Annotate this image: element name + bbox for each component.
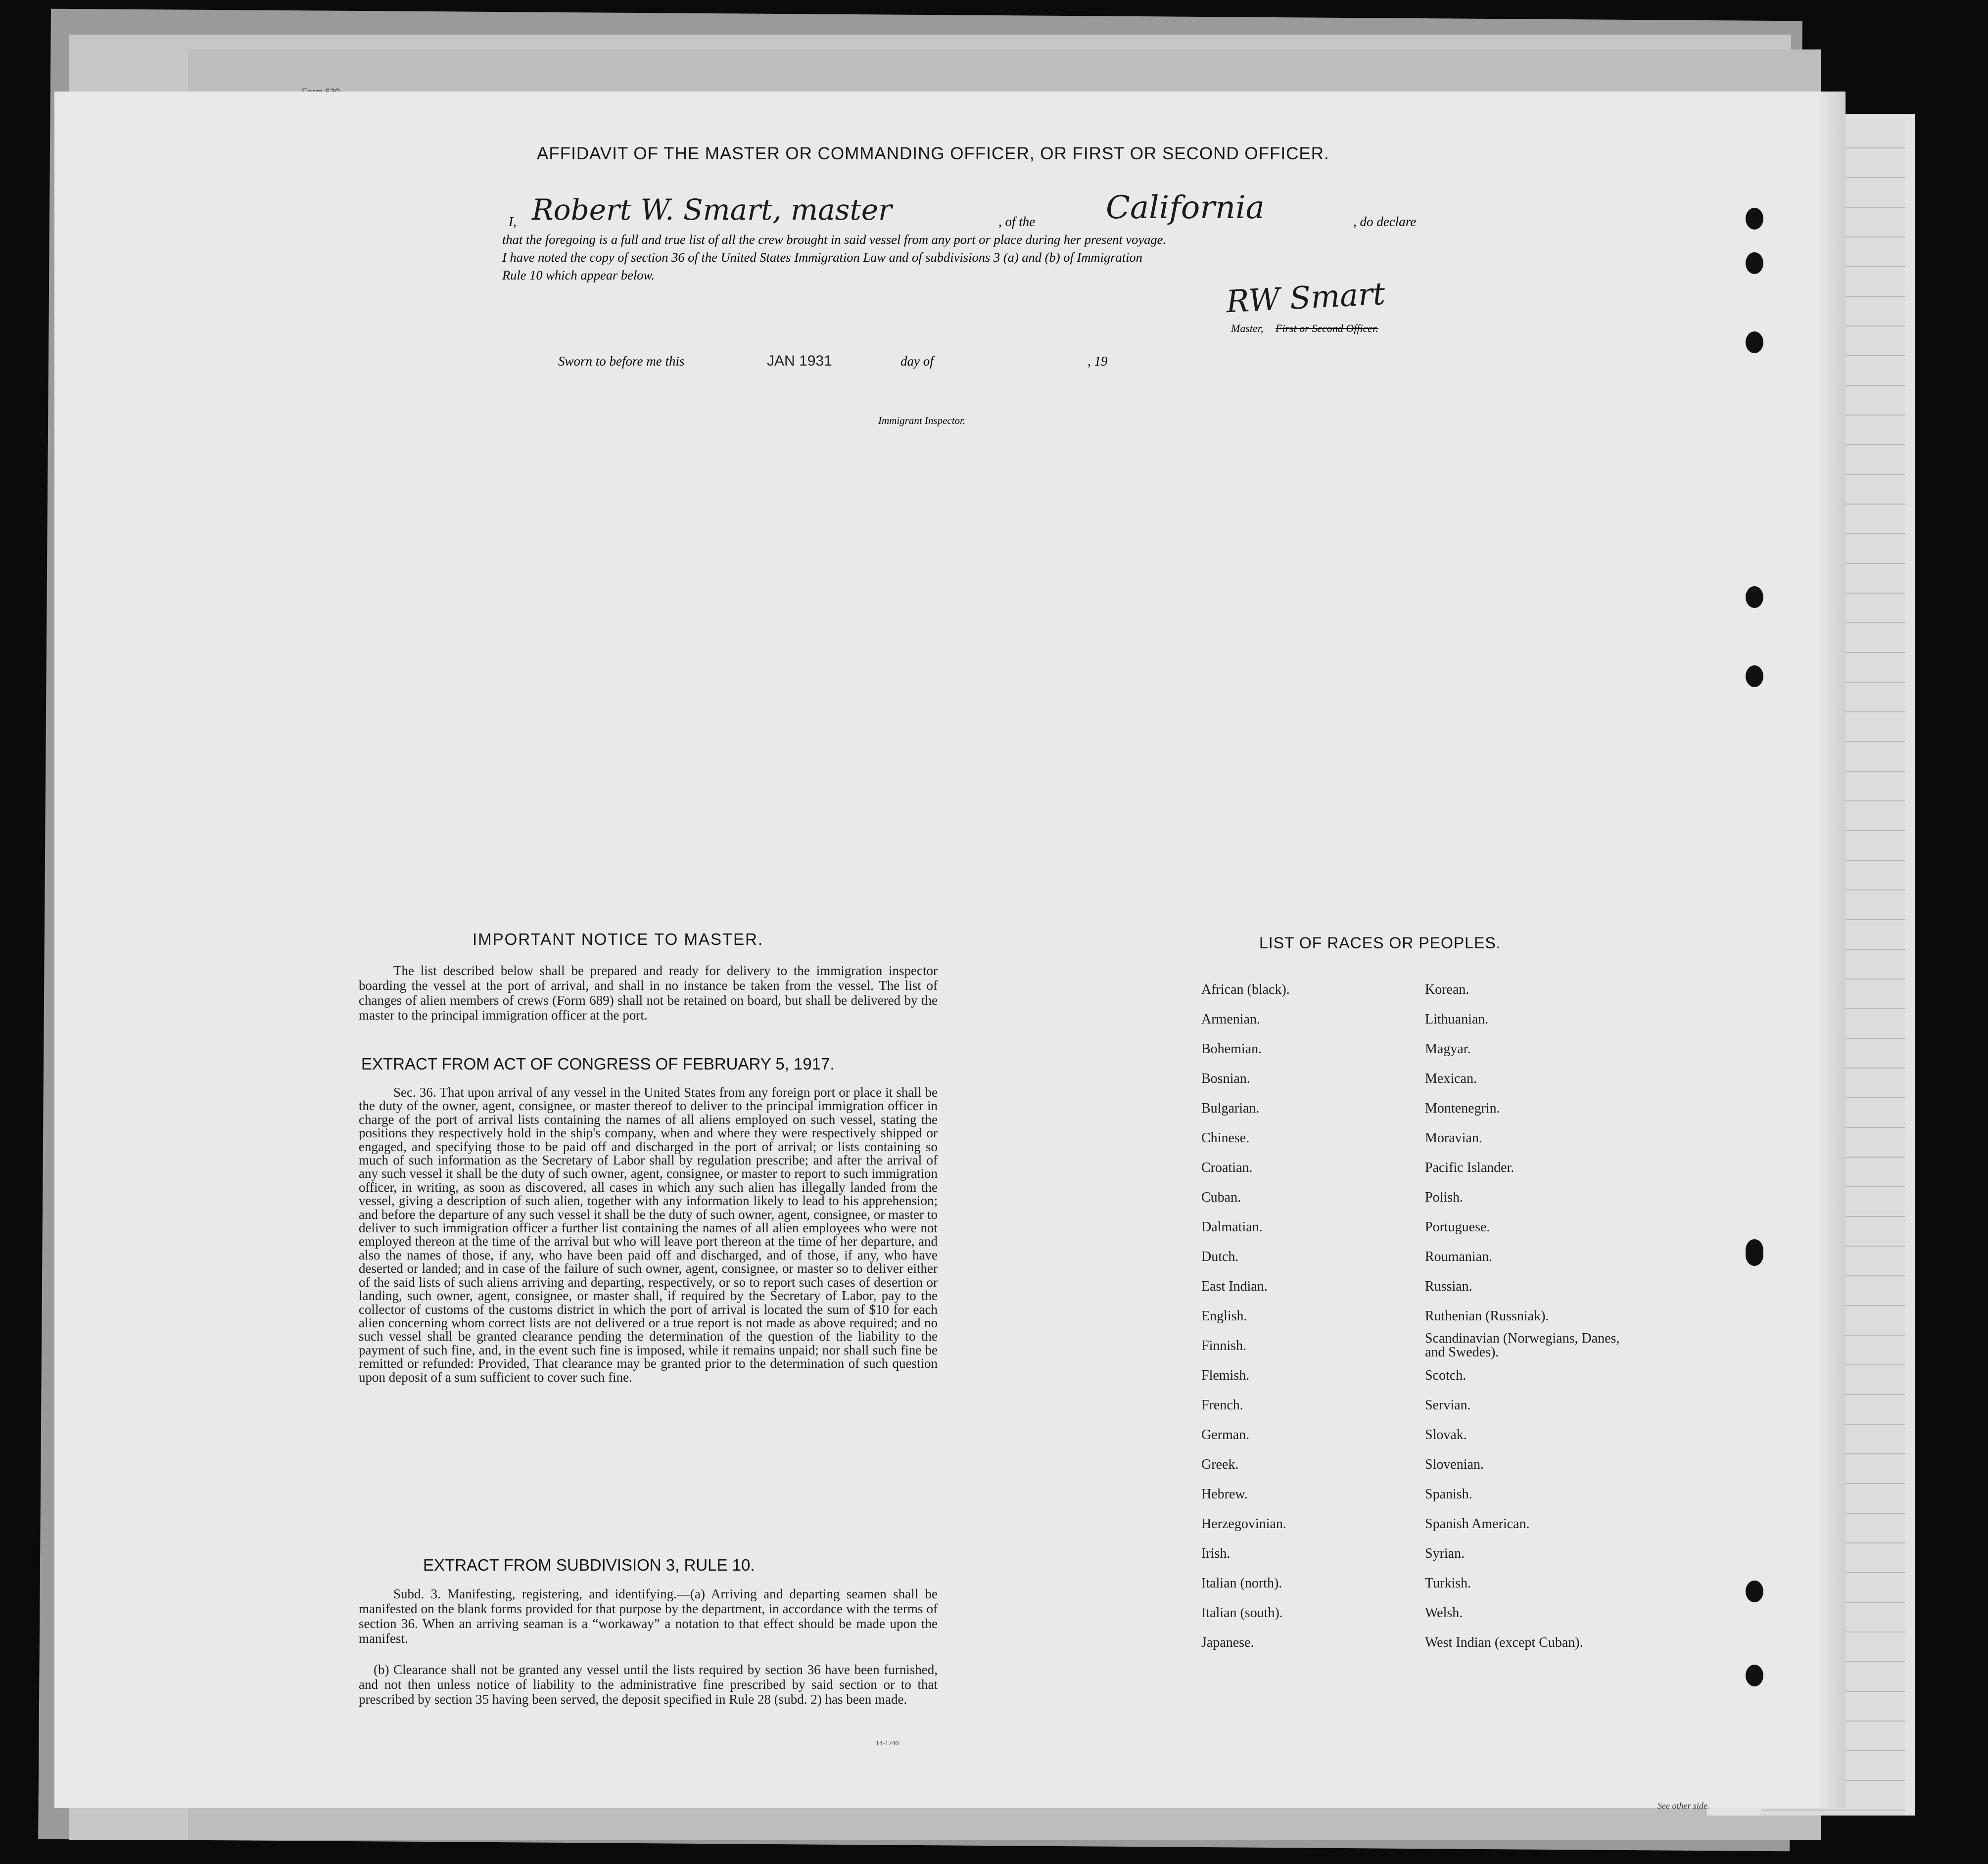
affidavit-text-line2: I have noted the copy of section 36 of the United States Immigration Law and of subdivisions 3 (a) and (b) of Immigration: [502, 250, 1142, 265]
race-item: Ruthenian (Russniak).: [1425, 1308, 1549, 1324]
year-label: , 19: [1088, 354, 1108, 369]
signature-caption-master: Master,: [1231, 322, 1264, 334]
race-item: Greek.: [1201, 1457, 1239, 1472]
paper-edge-shadow: [1816, 92, 1846, 1808]
date-stamp: JAN 1931: [767, 353, 832, 369]
race-item: Lithuanian.: [1425, 1012, 1489, 1027]
race-item: Cuban.: [1201, 1190, 1241, 1205]
race-item: Portuguese.: [1425, 1219, 1490, 1235]
punch-hole: [1746, 208, 1763, 230]
punch-hole: [1746, 252, 1763, 274]
race-item: German.: [1201, 1427, 1250, 1443]
race-item: Croatian.: [1201, 1160, 1253, 1175]
race-item: Polish.: [1425, 1190, 1464, 1205]
race-item: Hebrew.: [1201, 1487, 1248, 1502]
inspector-caption: Immigrant Inspector.: [878, 415, 966, 426]
race-item: West Indian (except Cuban).: [1425, 1635, 1583, 1650]
punch-hole: [1746, 1665, 1763, 1686]
race-item: Dutch.: [1201, 1249, 1239, 1264]
race-item: Turkish.: [1425, 1576, 1471, 1591]
race-item: Spanish American.: [1425, 1516, 1530, 1532]
race-item: Servian.: [1425, 1398, 1471, 1413]
signature-caption-officer: First or Second Officer.: [1276, 322, 1378, 334]
race-item: Slovenian.: [1425, 1457, 1484, 1472]
rule-extract-title: EXTRACT FROM SUBDIVISION 3, RULE 10.: [423, 1556, 755, 1574]
race-item: Armenian.: [1201, 1012, 1260, 1027]
race-item: Herzegovinian.: [1201, 1516, 1286, 1532]
affidavit-text-line1: that the foregoing is a full and true list of all the crew brought in said vessel from any port or place during her present voyage.: [502, 232, 1167, 247]
punch-hole: [1746, 1581, 1763, 1602]
punch-hole: [1746, 1239, 1763, 1261]
punch-hole: [1746, 665, 1763, 687]
race-item: Dalmatian.: [1201, 1219, 1263, 1235]
race-item: Scotch.: [1425, 1368, 1467, 1383]
race-item: Bulgarian.: [1201, 1101, 1260, 1116]
do-declare-label: , do declare: [1353, 214, 1417, 229]
sworn-text: Sworn to before me this: [558, 354, 685, 369]
handwritten-master-name: Robert W. Smart, master: [532, 193, 892, 227]
race-item: Spanish.: [1425, 1487, 1472, 1502]
race-item: Mexican.: [1425, 1071, 1477, 1086]
race-item: Irish.: [1201, 1546, 1231, 1561]
punch-hole: [1746, 586, 1763, 608]
race-item: Welsh.: [1425, 1605, 1463, 1621]
race-item: Slovak.: [1425, 1427, 1467, 1443]
affidavit-text-line3: Rule 10 which appear below.: [502, 268, 655, 282]
race-item: Pacific Islander.: [1425, 1160, 1515, 1175]
notice-text: The list described below shall be prepared and ready for delivery to the immigration inspector boarding the vessel at the port of arrival, and shall in no instance be taken from the vessel. The list of changes of alien members of crews (Form 689) shall not be retained on board, but shall be delivered by the master to the principal immigration officer at the port.: [359, 963, 938, 1023]
race-item: Roumanian.: [1425, 1249, 1493, 1264]
print-code: 14-1240: [876, 1740, 899, 1747]
notice-title: IMPORTANT NOTICE TO MASTER.: [473, 930, 764, 948]
race-item: English.: [1201, 1308, 1247, 1324]
race-item: Russian.: [1425, 1279, 1472, 1294]
race-item: Bohemian.: [1201, 1041, 1262, 1057]
race-item: Scandinavian (Norwegians, Danes, and Swedes).: [1425, 1331, 1620, 1360]
see-other-side-note: See other side.: [1657, 1801, 1710, 1811]
race-item: African (black).: [1201, 982, 1290, 997]
act-extract-title: EXTRACT FROM ACT OF CONGRESS OF FEBRUARY 5, 1917.: [361, 1055, 835, 1073]
race-item: Syrian.: [1425, 1546, 1465, 1561]
race-item: Bosnian.: [1201, 1071, 1250, 1086]
race-item: Magyar.: [1425, 1041, 1471, 1057]
race-item: Montenegrin.: [1425, 1101, 1500, 1116]
race-item: East Indian.: [1201, 1279, 1268, 1294]
race-item: Korean.: [1425, 982, 1469, 997]
handwritten-vessel-name: California: [1106, 189, 1265, 226]
affidavit-document: [54, 92, 1846, 1808]
day-of-label: day of: [900, 354, 934, 369]
race-item: French.: [1201, 1398, 1243, 1413]
race-item: Chinese.: [1201, 1130, 1250, 1146]
race-item: Italian (south).: [1201, 1605, 1283, 1621]
races-title: LIST OF RACES OR PEOPLES.: [1259, 934, 1501, 952]
race-item: Japanese.: [1201, 1635, 1254, 1650]
master-signature: RW Smart: [1225, 275, 1386, 320]
race-item: Finnish.: [1201, 1338, 1247, 1353]
punch-hole: [1746, 331, 1763, 353]
rule-extract-text-b: (b) Clearance shall not be granted any vessel until the lists required by section 36 have been furnished, and not then unless notice of liability to the administrative fine prescribed by said section or to that prescribed by section 35 having been served, the deposit specified in Rule 28 (subd. 2) has been made.: [359, 1662, 938, 1707]
of-the-label: , of the: [998, 214, 1036, 229]
race-item: Italian (north).: [1201, 1576, 1282, 1591]
affidavit-title: AFFIDAVIT OF THE MASTER OR COMMANDING OFFICER, OR FIRST OR SECOND OFFICER.: [537, 144, 1329, 163]
rule-extract-text-a: Subd. 3. Manifesting, registering, and identifying.—(a) Arriving and departing seamen shall be manifested on the blank forms provided for that purpose by the department, in accordance with the terms of section 36. When an arriving seaman is a “workaway” a notation to that effect should be made upon the manifest.: [359, 1586, 938, 1646]
race-item: Flemish.: [1201, 1368, 1250, 1383]
race-item: Moravian.: [1425, 1130, 1482, 1146]
declarant-prefix: I,: [509, 214, 517, 229]
act-extract-text: Sec. 36. That upon arrival of any vessel in the United States from any foreign port or place it shall be the duty of the owner, agent, consignee, or master thereof to deliver to the principal immigration officer in charge of the port of arrival lists containing the names of all aliens employed on such vessel, stating the positions they respectively hold in the ship's company, when and where they were respectively shipped or engaged, and specifying those to be paid off and discharged in the port of arrival; or lists containing so much of such information as the Secretary of Labor shall by regulation prescribe; and after the arrival of any such vessel it shall be the duty of such owner, agent, consignee, or master to report to such immigration officer, in writing, as soon as discovered, all cases in which any such alien has illegally landed from the vessel, giving a description of such alien, together with any information likely to lead to his apprehension; and before the departure of any such vessel it shall be the duty of such owner, agent, consignee, or master to deliver to such immigration officer a further list containing the names of all alien employees who were not employed thereon at the time of the arrival but who will leave port thereon at the time of her departure, and also the names of those, if any, who have been paid off and discharged, and of those, if any, who have deserted or landed; and in case of the failure of such owner, agent, consignee, or master so to deliver either of the said lists of such aliens arriving and departing, respectively, or so to report such cases of desertion or landing, such owner, agent, consignee, or master shall, if required by the Secretary of Labor, pay to the collector of customs of the customs district in which the port of arrival is located the sum of $10 for each alien concerning whom correct lists are not delivered or a true report is not made as above required; and no such vessel shall be granted clearance pending the determination of the question of the liability to the payment of such fine, and, in the event such fine is imposed, while it remains unpaid; nor shall such fine be remitted or refunded: Provided, That clearance may be granted prior to the determination of such question upon deposit of a sum sufficient to cover such fine.: [359, 1085, 938, 1385]
